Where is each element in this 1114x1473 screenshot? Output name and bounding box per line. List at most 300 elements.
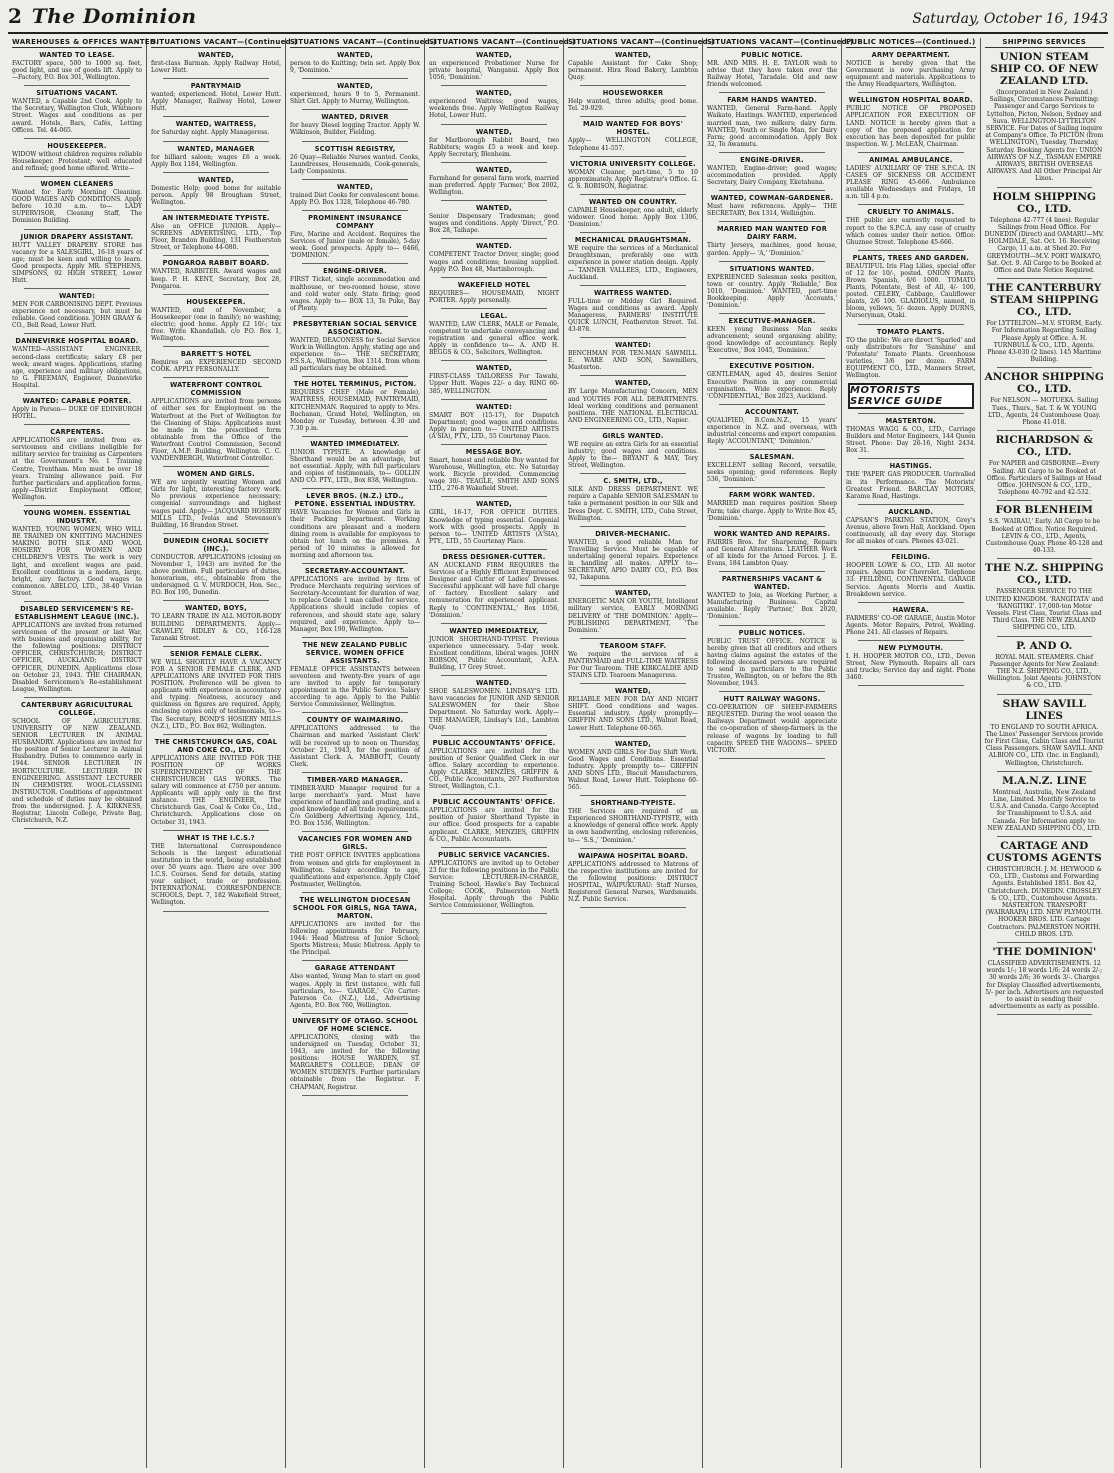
ad-body: THE 'PAPER' GAS PRODUCER. Unrivalled in its Performance. The Motorists' Greatest Friend. BARCLAY MOTORS, Karamu Road, Hastings. bbox=[846, 471, 976, 500]
ad-divider bbox=[719, 152, 825, 153]
ad-body: Smart, honest and reliable Boy wanted for Warehouse, Wellington, etc. No Saturday work. Bicycle provided. Commencing wage 30/-. TEAGLE, SMITH AND SONS LTD., 276-8 Wakefield Street. bbox=[429, 457, 559, 493]
shipping-notice bbox=[985, 371, 1105, 426]
classified-ad bbox=[846, 553, 976, 597]
ad-divider bbox=[163, 346, 269, 347]
classified-ad bbox=[12, 89, 142, 133]
ad-body: APPLICATIONS are invited from returned servicemen of the present or last War, with business and organising ability, for the following positions: DISTRICT OFFICER, CHRISTCHURCH; DISTRICT OFFICER, AUCKLAND; DISTRICT OFFICER, DUNEDIN. Applications close on October 23, 1943. THE CHAIRMAN, Disabled Servicemen's Re-establishment League, Wellington. bbox=[12, 621, 142, 693]
shipping-company-name: THE CANTERBURY STEAM SHIPPING CO., LTD. bbox=[987, 282, 1102, 319]
ad-title: MASTERTON. bbox=[885, 417, 936, 426]
ad-body: WANTED, Engine-driver; good wages; accommodation provided. Apply Secretary, Dairy Company, Eketahuna. bbox=[707, 164, 837, 187]
ad-body: WANTED, DEACONESS for Social Service Work in Wellington. Apply, stating age and experience to— THE SECRETARY, P.S.S.A., Wellington, Box 1314. from whom all particulars may be obtained. bbox=[290, 336, 420, 373]
ad-body: MR. AND MRS. H. E. TAYLOR wish to advise that they have taken over the Railway Hotel, Taradale. Old and new friends welcomed. bbox=[707, 60, 837, 89]
ad-title: EXECUTIVE POSITION. bbox=[729, 362, 815, 371]
ad-title: GIRLS WANTED. bbox=[602, 431, 664, 440]
ad-divider bbox=[580, 85, 686, 86]
masthead bbox=[8, 4, 1108, 34]
ad-title: SITUATIONS WANTED. bbox=[729, 264, 815, 273]
column-header: SITUATIONS VACANT—(Continued.) bbox=[568, 38, 715, 46]
ad-body: wanted; experienced. Hotel, Lower Hutt. Apply Manager, Railway Hotel, Lower Hutt. bbox=[151, 91, 281, 113]
classified-ad bbox=[846, 644, 976, 681]
column-header: WAREHOUSES & OFFICES WANTED. bbox=[12, 38, 159, 46]
ad-title: SALESMAN. bbox=[749, 453, 795, 462]
ad-divider bbox=[441, 85, 547, 86]
columns-container bbox=[8, 38, 1108, 1468]
ad-divider bbox=[441, 399, 547, 400]
ad-divider bbox=[302, 210, 408, 211]
ad-title: WANTED ON COUNTRY. bbox=[588, 197, 678, 206]
ad-divider bbox=[24, 138, 130, 139]
ad-title: WANTED: bbox=[614, 341, 652, 350]
ad-title: WHAT IS THE I.C.S.? bbox=[177, 833, 255, 842]
classified-ad bbox=[846, 51, 976, 88]
column-4 bbox=[425, 38, 576, 1468]
ad-title: JUNIOR DRAPERY ASSISTANT. bbox=[20, 232, 134, 241]
ad-title: WOMEN AND GIRLS. bbox=[177, 470, 255, 479]
ad-body: We require the services of a PANTRYMAID and FULL-TIME WAITRESS For Our Tearoom. THE KIRKCALDIE AND STAINS LTD. Tearoom Manageress. bbox=[568, 650, 698, 680]
classified-ad bbox=[429, 500, 559, 544]
ad-body: WE are urgently wanting Women and Girls for light, interesting factory work. No previous experience necessary; congenial surroundings and highest wages paid. Apply— JACQUARD HOSIERY MILLS LTD., Ivelas and Stevenson's Building, 16 Brandon Street. bbox=[151, 479, 281, 529]
ad-body: WANTED, General Farm-hand. Apply Waikato, Hastings. WANTED, experienced married man, two milkers; dairy farm. WANTED, Youth or Single Man, for Dairy Farm; good accommodation. Apply Box 32, Te Awamutu. bbox=[707, 105, 837, 148]
ad-title: HOUSEWORKER bbox=[602, 89, 664, 98]
ad-divider bbox=[163, 646, 269, 647]
ad-divider bbox=[997, 558, 1093, 559]
ad-body: WOMAN Cleaner, part-time, 5 to 10 approximately. Apply Registrar's Office. G. G. S. ROBISON, Registrar. bbox=[568, 168, 698, 190]
ad-title: ENGINE-DRIVER. bbox=[323, 267, 387, 276]
ad-divider bbox=[302, 263, 408, 264]
ad-divider bbox=[302, 960, 408, 961]
classified-ad bbox=[568, 852, 698, 904]
classified-ad bbox=[290, 567, 420, 633]
ad-body: CO-OPERATION OF SHEEP-FARMERS REQUESTED. During the wool season the Railways Department would appreciate the co-operation of sheep-farmers in the release of wagons by loading to full capacity. SPEED THE WAGONS— SPEED VICTORY. bbox=[707, 704, 837, 754]
shipping-notice-body: TO ENGLAND TO SOUTH AFRICA. The Lines' Passenger Services provide for First Class, Cabin Class and Tourist Class Passengers. SHAW SAVILL AND ALBION CO., LTD. (Inc. in England), Wellington, Christchurch. bbox=[984, 723, 1104, 767]
ad-body: CONDUCTOR. APPLICATIONS (closing on November 1, 1943) are invited for the above position. Full particulars of duties, honorarium, etc., obtainable from the undersigned. G. V. MURDOCH, Hon. Sec., P.O. Box 195, Dunedin. bbox=[151, 553, 281, 597]
shipping-notice bbox=[985, 840, 1105, 938]
classified-ad bbox=[151, 650, 281, 730]
ad-title: CANTERBURY AGRICULTURAL COLLEGE. bbox=[21, 700, 133, 717]
classified-ad bbox=[429, 51, 559, 81]
ad-body: trained Diet Cooks for convalescent home. Apply P.O. Box 1328, Telephone 46-780. bbox=[290, 191, 420, 206]
classified-ad bbox=[151, 259, 281, 289]
ad-divider bbox=[163, 141, 269, 142]
ad-body: APPLICATIONS are invited up to October 23 for the following positions in the Public Service: LECTURER-IN-CHARGE, Training School, Hawke's Bay Technical College; COOK, Palmerston North Hospital. Apply through the Public Service Commissioner, Wellington. bbox=[429, 859, 559, 910]
ad-body: Also an OFFICE JUNIOR. Apply— SCREENS ADVERTISING, LTD., Top Floor, Brandon Building, 131 Featherston Street, or Telephone 44-080. bbox=[151, 223, 281, 252]
classified-ad bbox=[568, 740, 698, 792]
ad-body: THE Services are required of an Experienced SHORTHAND-TYPISTE, with a knowledge of general office work. Apply in own handwriting, enclosing references, to— 'S.S.,' 'Dominion.' bbox=[568, 808, 698, 844]
classified-ad bbox=[568, 198, 698, 228]
ad-divider bbox=[163, 533, 269, 534]
ad-body: MEN FOR CARBONISING DEPT. Previous experience not necessary, but must be reliable. Good conditions. JOHN GRAAY & CO., Bell Road, Lower Hutt. bbox=[12, 301, 142, 330]
classified-ad bbox=[429, 851, 559, 910]
column-header: SITUATIONS VACANT—(Continued.) bbox=[707, 38, 854, 46]
ad-divider bbox=[302, 316, 408, 317]
ad-title: WANTED TO LEASE. bbox=[39, 51, 115, 59]
ad-divider bbox=[441, 496, 547, 497]
ad-title: LEGAL. bbox=[480, 311, 508, 320]
classified-ad bbox=[568, 432, 698, 469]
column-7 bbox=[842, 38, 981, 1468]
classified-ad bbox=[290, 82, 420, 105]
ad-divider bbox=[580, 428, 686, 429]
ad-divider bbox=[441, 913, 547, 914]
shipping-notice bbox=[985, 775, 1105, 832]
ad-title: MARRIED MAN WANTED FOR DAIRY FARM. bbox=[717, 225, 827, 242]
ad-divider bbox=[441, 847, 547, 848]
ad-body: WANTED, a Capable 2nd Cook. Apply to the Secretary, Wellington Club, Whitmore Street. Wages and conditions as per award. Hotels, Bars, Cafés, Letting Offices. Tel. 44-065. bbox=[12, 98, 142, 134]
ad-body: HUTT VALLEY DRAPERY STORE has vacancy for a SALESGIRL, 16-18 years of age; must be keen and willing to learn. Good prospects. Apply MR. STEPHENS, SIMPSONS, 92 HIGH STREET, Lower Hutt. bbox=[12, 241, 142, 284]
ad-body: EXCELLENT selling Record, versatile, seeks opening; good references. Reply 536, 'Dominion.' bbox=[707, 462, 837, 484]
ad-body: COMPETENT Tractor Driver, single; good wages and conditions; housing supplied. Apply P.O. Box 48, Martinborough. bbox=[429, 251, 559, 273]
ad-divider bbox=[441, 277, 547, 278]
ad-title: DUNEDIN CHORAL SOCIETY (INC.). bbox=[163, 536, 269, 553]
newspaper-name: The Dominion bbox=[31, 4, 197, 28]
ad-title: EXECUTIVE-MANAGER. bbox=[728, 317, 816, 326]
ad-body: experienced Waitress; good wages, weekends free. Apply Wellington Railway Hotel, Lower Hutt. bbox=[429, 98, 559, 120]
classified-ad bbox=[429, 204, 559, 234]
ad-body: ENERGETIC MAN OR YOUTH, Intelligent military service, EARLY MORNING DELIVERY of 'THE DOMINION.' Apply— PUBLISHING DEPARTMENT, 'The Dominion.' bbox=[568, 598, 698, 634]
ad-body: APPLICATIONS ARE INVITED FOR THE POSITION OF WORKS SUPERINTENDENT OF THE CHRISTCHURCH GAS WORKS. The salary will commence at £750 per annum. Applicants will apply only in the first instance. THE ENGINEER, The Christchurch Gas, Coal & Coke Co., Ltd., Christchurch. Applications close on October 31, 1943. bbox=[151, 754, 281, 826]
ad-body: THOMAS WAGG & CO., LTD., Carriage Builders and Motor Engineers, 144 Queen Street. Phone: Day 26-16, Night 2434. Box 31. bbox=[846, 426, 976, 455]
ad-title: PARTNERSHIPS VACANT & WANTED. bbox=[721, 575, 823, 592]
classified-ad bbox=[12, 701, 142, 824]
ad-body: CAPSAN'S PARKING STATION, Grey's Avenue, above Town Hall, Auckland. Open continuously, all day every day. Storage for all makes of cars. Phones 43-021. bbox=[846, 516, 976, 546]
ad-body: WOMEN AND GIRLS For Day Shift Work. Good Wages and Conditions. Essential Industry. Apply promptly to— GRIFFIN AND SONS LTD., Biscuit Manufacturers, Walnut Road, Lower Hutt. Telephone 60-565. bbox=[568, 748, 698, 792]
ad-body: WANTED, LAW CLERK, MALE or Female, competent to undertake conveyancing and registration and general office work. Apply in confidence to— A. AND H. BEGGS & CO., Solicitors, Wellington. bbox=[429, 320, 559, 357]
classified-ad bbox=[429, 679, 559, 731]
ad-divider bbox=[719, 358, 825, 359]
ad-body: EXPERIENCED Salesman seeks position, town or country. Apply 'Reliable,' Box 1010, 'Dominion.' WANTED, part-time Bookkeeping. Apply 'Accounts,' 'Dominion.' bbox=[707, 273, 837, 309]
ad-body: JUNIOR TYPISTE. A knowledge of Shorthand would be an advantage, but not essential. Apply, with full particulars and copies of testimonials, to— GOLLIN AND CO. PTY., LTD., Box 838, Wellington. bbox=[290, 448, 420, 485]
ad-title: MESSAGE BOY. bbox=[465, 448, 523, 456]
ad-body: MARRIED man requires position Sheep Farm; take charge. Apply to Write Box 45, 'Dominion.' bbox=[707, 500, 837, 522]
classified-ad bbox=[707, 51, 837, 88]
ad-body: CAPABLE Housekeeper, one adult, elderly widower. Good home. Apply Box 1306, 'Dominion.' bbox=[568, 206, 698, 229]
classified-ad bbox=[290, 641, 420, 709]
classified-ad bbox=[707, 629, 837, 688]
ad-title: PUBLIC NOTICES. bbox=[738, 628, 806, 637]
ad-divider bbox=[163, 911, 269, 912]
ad-title: SCOTTISH REGISTRY, bbox=[314, 144, 396, 153]
ad-divider bbox=[302, 488, 408, 489]
shipping-notice-body: For NAPIER and GISBORNE—Every Sailing. All Cargo to be Booked at Office. Particulars of Sailings at Head Office. JOHNSON & CO., LTD., Telephone 40-792 and 42-532. bbox=[986, 460, 1102, 497]
ad-title: WANTED: bbox=[475, 402, 513, 411]
ad-divider bbox=[302, 831, 408, 832]
ad-title: WANTED: bbox=[58, 292, 96, 301]
ad-body: APPLICATIONS are invited for the position of Junior Shorthand Typiste in our office. Good prospects for a capable applicant. CLARKE, MENZIES, GRIFFIN & CO., Public Accountants. bbox=[429, 807, 559, 843]
ad-body: FARMERS' CO-OP. GARAGE, Austin Motor Agents. Motor Repairs, Petrol, Welding. Phone 241. All classes of Repairs. bbox=[846, 614, 976, 636]
classified-ad bbox=[429, 242, 559, 272]
ad-title: WOMEN CLEANERS bbox=[40, 180, 114, 189]
shipping-notice-body: PASSENGER SERVICE TO THE UNITED KINGDOM. 'RANGITATA' and 'RANGITIKI'. 17,000-ton Motor Vessels. First Class, Tourist Class and Third Class. THE NEW ZEALAND SHIPPING CO., LTD. bbox=[985, 588, 1104, 632]
ad-body: APPLICATIONS, closing with the undersigned on Tuesday, October 31, 1943, are invited for the following positions: HOUSE WARDEN, ST. MARGARET'S COLLEGE; DEAN OF WOMEN STUDENTS. Further particulars obtainable from the Registrar. F. CHAPMAN, Registrar. bbox=[290, 1033, 420, 1091]
shipping-notice bbox=[985, 698, 1105, 767]
ad-divider bbox=[441, 238, 547, 239]
ad-title: LEVER BROS. (N.Z.) LTD., PETONE. ESSENTIAL INDUSTRY. bbox=[294, 492, 416, 509]
ad-title: PANTRYMAID bbox=[190, 82, 242, 91]
classified-ad bbox=[12, 292, 142, 329]
ad-body: Apply— WELLINGTON COLLEGE, Telephone 41-557. bbox=[568, 137, 698, 152]
ad-body: JUNIOR SHORTHAND-TYPIST. Previous experience unnecessary. 5-day week. Excellent conditions, liberal wages. JOHN ROBSON, Public Accountant, A.P.A. Building, 17 Grey Street. bbox=[429, 635, 559, 672]
ad-divider bbox=[163, 377, 269, 378]
ad-title: MECHANICAL DRAUGHTSMAN. bbox=[574, 236, 692, 245]
ad-body: SMART BOY (15-17), for Dispatch Department; good wages and conditions. Apply in person to— UNITED ARTISTS (A'SIA), PTY., LTD., 55 Courtenay Place. bbox=[429, 411, 559, 440]
ad-body: GIRL, 16-17, FOR OFFICE DUTIES. Knowledge of typing essential. Congenial work with good prospects. Apply in person to— UNITED ARTISTS (A'SIA), PTY., LTD., 55 Courtenay Place. bbox=[429, 509, 559, 545]
column-3 bbox=[286, 38, 437, 1468]
ad-body: AN AUCKLAND FIRM REQUIRES the Services of a Highly Efficient Experienced Designer and Cutter of Ladies' Dresses. Successful applicant will have full charge of factory. Excellent salary and remuneration for experienced applicant. Reply to 'CONTINENTAL,' Box 1056, 'Dominion.' bbox=[429, 561, 559, 619]
ad-divider bbox=[997, 500, 1093, 501]
classified-ad bbox=[290, 896, 420, 956]
ad-divider bbox=[441, 200, 547, 201]
ad-divider bbox=[441, 124, 547, 125]
ad-body: FEMALE OFFICE ASSISTANTS between seventeen and twenty-five years of age are invited to apply for temporary appointment in the Public Service. Salary according to age. Apply to the Public Service Commissioner, Wellington. bbox=[290, 665, 420, 709]
classified-ad bbox=[151, 51, 281, 74]
ad-divider bbox=[441, 162, 547, 163]
ad-divider bbox=[719, 487, 825, 488]
shipping-notice bbox=[985, 946, 1105, 1010]
ad-title: THE CHRISTCHURCH GAS, COAL AND COKE CO., LTD. bbox=[154, 737, 278, 754]
ad-title: WANTED. bbox=[476, 679, 512, 688]
ad-divider bbox=[24, 333, 130, 334]
ad-body: QUALIFIED, B.Com.N.Z., 15 years' experience in N.Z. and overseas, with industrial concerns and export companies. Reply 'ACCOUNTANT,' 'Dominion.' bbox=[707, 416, 837, 446]
classified-ad bbox=[290, 440, 420, 484]
classified-ad bbox=[151, 176, 281, 206]
ad-divider bbox=[302, 436, 408, 437]
ad-title: CRUELTY TO ANIMALS. bbox=[867, 208, 955, 217]
ad-title: WANTED, DRIVER bbox=[321, 113, 389, 122]
column-8 bbox=[981, 38, 1109, 1468]
ad-body: GENTLEMAN, aged 45, desires Senior Executive Position in any commercial organisation. Wide experience. Reply 'CONFIDENTIAL,' Box 2023, Auckland. bbox=[707, 371, 837, 400]
ad-divider bbox=[858, 92, 964, 93]
ad-title: WANTED, bbox=[615, 51, 651, 59]
service-guide-label: MOTORISTS SERVICE GUIDE bbox=[850, 385, 943, 408]
ad-divider bbox=[997, 836, 1093, 837]
ad-title: SENIOR FEMALE CLERK. bbox=[169, 649, 263, 658]
ad-title: WANTED, bbox=[476, 500, 512, 509]
ad-divider bbox=[719, 221, 825, 222]
shipping-company-name: THE N.Z. SHIPPING CO., LTD. bbox=[985, 562, 1104, 587]
classified-ad bbox=[12, 233, 142, 285]
classified-ad bbox=[707, 530, 837, 567]
ad-divider bbox=[580, 795, 686, 796]
classified-ad bbox=[429, 798, 559, 842]
shipping-notice bbox=[985, 282, 1105, 363]
ad-divider bbox=[163, 734, 269, 735]
classified-ad bbox=[707, 362, 837, 399]
classified-ad bbox=[151, 470, 281, 529]
ad-body: Must have references. Apply— THE SECRETARY, Box 1314, Wellington. bbox=[707, 203, 837, 218]
classified-ad bbox=[429, 739, 559, 791]
classified-ad bbox=[151, 145, 281, 168]
ad-divider bbox=[302, 141, 408, 142]
classified-ad bbox=[12, 337, 142, 389]
ad-title: WANTED, bbox=[198, 175, 234, 184]
ad-title: WANTED, bbox=[476, 51, 512, 59]
classified-ad bbox=[568, 160, 698, 190]
ad-body: person to do Knitting; twin set. Apply Box 9, 'Dominion.' bbox=[290, 60, 420, 75]
ad-divider bbox=[858, 685, 964, 686]
ad-body: WIDOW without children requires reliable Housekeeper. Protestant; well educated and refined; good home offered. Write— bbox=[12, 150, 142, 172]
classified-ad bbox=[707, 225, 837, 256]
ad-title: WANTED, bbox=[615, 739, 651, 748]
ad-title: TIMBER-YARD MANAGER. bbox=[307, 775, 403, 784]
classified-ad bbox=[846, 417, 976, 454]
ad-title: HOUSEKEEPER. bbox=[186, 297, 246, 306]
ad-title: C. SMITH, LTD., bbox=[603, 477, 663, 486]
ad-body: FULL-time or Midday Girl Required. Wages and conditions as award. Apply Manageress, FARMERS' INSTITUTE QUICK LUNCH, Featherston Street. Tel. 43-878. bbox=[568, 297, 698, 334]
ad-divider bbox=[302, 892, 408, 893]
ad-title: WANTED, MANAGER bbox=[177, 144, 255, 153]
shipping-notice-body: For LYTTELTON—M.V. STORM, Early. For Information Regarding Sailing Please Apply at Office. A. H. TURNBULL & CO., LTD., Agents. Phone 43-030 (2 lines). 145 Maritime Building. bbox=[986, 320, 1103, 364]
ad-body: TO LEARN TRADE IN ALL MOTOR-BODY BUILDING DEPARTMENTS. Apply— CRAWLEY, RIDLEY & CO., 116-128 Taranaki Street. bbox=[151, 613, 281, 642]
ad-title: WANTED, bbox=[615, 687, 651, 696]
ad-divider bbox=[163, 172, 269, 173]
classified-ad bbox=[846, 254, 976, 320]
classified-ad bbox=[12, 428, 142, 501]
classified-ad bbox=[707, 317, 837, 354]
classified-ad bbox=[12, 180, 142, 224]
ad-body: SHOE SALESWOMEN. LINDSAY'S LTD. have vacancies for JUNIOR AND SENIOR SALESWOMEN for their Shoe Department. No Saturday work. Apply— THE MANAGER, Lindsay's Ltd., Lambton Quay. bbox=[429, 688, 559, 731]
shipping-notice bbox=[985, 562, 1105, 631]
ad-title: HOUSEKEEPER. bbox=[47, 141, 107, 150]
classified-ad bbox=[707, 194, 837, 217]
classified-ad bbox=[290, 492, 420, 559]
shipping-notice-body: (Incorporated in New Zealand.) Sailings, Circumstances Permitting: Passenger and Cargo Services to Lyttelton, Picton, Nelson, Sydney and Suva. WELLINGTON-LYTTELTON SERVICE. For Dates of Sailing inquire at Company's Office. To PICTON (from WELLINGTON), Tuesday, Thursday, Saturday. Booking Agents for: UNION AIRWAYS OF N.Z., TASMAN EMPIRE AIRWAYS, BRITISH OVERSEAS AIRWAYS. And All Other Principal Air Lines. bbox=[985, 89, 1104, 183]
ad-body: Requires an EXPERIENCED SECOND COOK. APPLY PERSONALLY. bbox=[151, 359, 281, 374]
ad-title: WANTED, bbox=[337, 182, 373, 191]
ad-divider bbox=[580, 337, 686, 338]
shipping-company-name: ANCHOR SHIPPING CO., LTD. bbox=[984, 371, 1104, 396]
column-header: SITUATIONS VACANT—(Continued.) bbox=[429, 38, 576, 46]
ad-title: MAID WANTED FOR BOYS' HOSTEL. bbox=[583, 120, 683, 137]
ad-body: APPLICATIONS are invited from persons of either sex for Employment on the Waterfront at the Port of Wellington for the Cleaning of Ships. Applications must be made in the prescribed form obtainable from the Office of the Waterfront Control Commission, Second Floor, A.M.P. Building, Wellington. C. C. VANDENBERGH, Waterfront Controller. bbox=[151, 398, 281, 463]
shipping-company-name: P. AND O. bbox=[1016, 639, 1073, 652]
classified-ad bbox=[151, 120, 281, 136]
ad-divider bbox=[719, 92, 825, 93]
classified-ad bbox=[151, 834, 281, 907]
ad-title: WATERFRONT CONTROL COMMISSION bbox=[169, 381, 263, 398]
ad-body: APPLICATIONS are invited from ex-servicemen and civilians ineligible for military service for training as Carpenters at the Government's No. 1 Training Centre, Trentham. Men must be over 18 years. Training allowance paid. For further particulars and application forms, apply—District Employment Officer, Wellington. bbox=[12, 437, 142, 501]
ad-divider bbox=[580, 116, 686, 117]
ad-divider bbox=[719, 526, 825, 527]
ad-divider bbox=[997, 430, 1093, 431]
ad-body: APPLICATIONS are invited by firm of Produce Merchants requiring services of Secretary-Accountant for duration of war, to replace Grade 1 man called for service. Applications should include copies of references, and should state age, salary required, and experience. Apply to— Manager, Box 190, Wellington. bbox=[290, 576, 420, 633]
shipping-notice-body: S.S. 'WAIRAU,' Early. All Cargo to be Booked at Office. Notice Required. LEVIN & CO., LTD., Agents, Customhouse Quay. Phone 40-128 and 40-133. bbox=[985, 518, 1103, 555]
ad-divider bbox=[997, 942, 1093, 943]
ad-divider bbox=[24, 85, 130, 86]
ad-title: DISABLED SERVICEMEN'S RE-ESTABLISHMENT LEAGUE (INC.). bbox=[14, 604, 140, 621]
ad-body: REQUIRES CHEF (Male or Female), WAITRESS, HOUSEMAID, PANTRYMAID, KITCHENMAN. Required to apply to Mrs. Buchanan, Grand Hotel, Wellington, on Monday or Tuesday, between 4.30 and 7.30 p.m. bbox=[290, 389, 420, 432]
ad-body: for billiard saloon; wages £6 a week. Apply Box 1184, Wellington. bbox=[151, 153, 281, 168]
classified-ad bbox=[568, 799, 698, 843]
ad-title: WANTED, bbox=[337, 51, 373, 59]
ad-title: WANTED, bbox=[615, 379, 651, 388]
classified-ad bbox=[429, 281, 559, 304]
classified-ad bbox=[151, 298, 281, 342]
ad-divider bbox=[163, 116, 269, 117]
ad-body: Apply in Person— DUKE OF EDINBURGH HOTEL. bbox=[12, 406, 142, 421]
ad-body: HOOPER LOWE & CO., LTD. All motor repairs. Agents for Chevrolet. Telephone 33. FEILDING, CONTINENTAL GARAGE Service. Agents Morris and Austin. Breakdown service. bbox=[846, 562, 976, 598]
ad-body: Help wanted, three adults; good home. Tel. 29-929. bbox=[568, 98, 698, 113]
ad-body: LADIES' AUXILIARY OF THE S.P.C.A. IN CASES OF SICKNESS OR ACCIDENT PLEASE RING 45-666. Ambulance available Wednesdays and Fridays, 10 a.m. till 4 p.m. bbox=[846, 164, 976, 201]
shipping-company-name: SHAW SAVILL LINES bbox=[1002, 697, 1086, 722]
ad-divider bbox=[580, 156, 686, 157]
ad-divider bbox=[580, 375, 686, 376]
ad-divider bbox=[441, 675, 547, 676]
ad-title: WANTED: CAPABLE PORTER. bbox=[22, 397, 132, 405]
ad-title: WANTED, COWMAN-GARDENER. bbox=[710, 194, 834, 203]
ad-title: DANNEVIRKE HOSPITAL BOARD. bbox=[15, 337, 139, 346]
classified-ad bbox=[290, 835, 420, 887]
ad-divider bbox=[997, 1014, 1093, 1015]
ad-divider bbox=[580, 683, 686, 684]
classified-ad bbox=[290, 964, 420, 1008]
classified-ad bbox=[290, 113, 420, 136]
ad-title: UNIVERSITY OF OTAGO. SCHOOL OF HOME SCIENCE. bbox=[292, 1016, 418, 1033]
ad-body: SILK AND DRESS DEPARTMENT. WE require a Capable SENIOR SALESMAN to take a permanent position in our Silk and Dress Dept. C. SMITH, LTD., Cuba Street, Wellington. bbox=[568, 486, 698, 522]
ad-body: WANTED, RABBITER. Award wages and keep. P. H. KENT, Secretary, Box 28, Pongaroa. bbox=[151, 268, 281, 290]
classified-ad bbox=[429, 128, 559, 158]
classified-ad bbox=[151, 604, 281, 641]
shipping-company-name: RICHARDSON & CO., LTD. bbox=[995, 434, 1093, 459]
ad-divider bbox=[580, 848, 686, 849]
shipping-company-name: HOLM SHIPPING CO., LTD. bbox=[992, 190, 1096, 215]
classified-ad bbox=[429, 166, 559, 196]
ad-body: THE International Correspondence Schools is the largest educational institution in the world, being established over 50 years ago. There are over 300 I.C.S. Courses. Send for details, stating your subject, trade or profession. INTERNATIONAL CORRESPONDENCE SCHOOLS, Dept. 7, 182 Wakefield Street, Wellington. bbox=[151, 842, 281, 907]
ad-body: PUBLIC NOTICE OF PROPOSED APPLICATION FOR EXECUTION OF LAND. NOTICE is hereby given that a copy of the proposed application for execution has been deposited for public inspection. W. J. McLEAN, Chairman. bbox=[846, 105, 976, 148]
classified-ad bbox=[707, 265, 837, 309]
ad-body: WANTED, a good reliable Man for Travelling Service. Must be capable of undertaking general repairs. Experience in handling all makes. APPLY to— SECRETARY, APIO DAIRY CO., P.O. Box 92, Takapuna. bbox=[568, 538, 698, 582]
ad-title: PRESBYTERIAN SOCIAL SERVICE ASSOCIATION. bbox=[293, 319, 417, 336]
ad-divider bbox=[580, 285, 686, 286]
shipping-notice bbox=[985, 434, 1105, 496]
ad-body: APPLICATIONS are invited for the following appointments for February, 1944: Head Mistress of Junior School; Sports Mistress; Music Mistress. Apply to the Principal. bbox=[290, 920, 420, 957]
ad-title: THE HOTEL TERMINUS, PICTON. bbox=[293, 380, 417, 389]
ad-title: WORK WANTED AND REPAIRS. bbox=[713, 529, 831, 538]
shipping-notice-body: CHRISTCHURCH. J. M. HEYWOOD & CO., LTD., Customs and Forwarding Agents. Established 1851. Box 42, Christchurch. DUNEDIN. CROSSLEY & CO., LTD., Customhouse Agents. MASTERTON. TRANSPORT (WAIRARAPA) LTD. NEW PLYMOUTH. HOOKER BROS. LTD. Cartage Contractors. PALMERSTON NORTH. CHILD BROS. LTD. bbox=[985, 866, 1103, 938]
ad-body: SCHOOL OF AGRICULTURE. UNIVERSITY OF NEW ZEALAND. SENIOR LECTURER IN ANIMAL HUSBANDRY. Applications are invited for the position of Senior Lecturer in Animal Husbandry. Duties to commence early in 1944. SENIOR LECTURER IN HORTICULTURE. LECTURER IN ENGINEERING. ASSISTANT LECTURER IN CHEMISTRY. WOOL-CLASSING INSTRUCTOR. Conditions of appointment and schedule of duties may be obtained from the undersigned. J. A. KIRKNESS, Registrar, Lincoln College, Private Bag, Christchurch, N.Z. bbox=[12, 717, 142, 825]
ad-divider bbox=[163, 830, 269, 831]
ad-divider bbox=[302, 109, 408, 110]
ad-title: FEILDING. bbox=[891, 553, 931, 562]
ad-divider bbox=[858, 204, 964, 205]
ad-title: GARAGE ATTENDANT bbox=[314, 964, 396, 973]
ad-divider bbox=[719, 571, 825, 572]
shipping-notice bbox=[985, 504, 1105, 554]
ad-divider bbox=[580, 473, 686, 474]
classified-ad bbox=[568, 289, 698, 333]
classified-ad bbox=[290, 776, 420, 828]
classified-ad bbox=[151, 82, 281, 112]
classified-ad bbox=[151, 350, 281, 373]
ad-title: WANTED, bbox=[476, 364, 512, 373]
ad-divider bbox=[997, 694, 1093, 695]
ad-body: APPLICATIONS are invited for the position of Senior Qualified Clerk in our office. Salary according to experience. Apply CLARKE, MENZIES, GRIFFIN & CO., Public Accountants, 207 Featherston Street, Wellington, C.1. bbox=[429, 747, 559, 791]
ad-divider bbox=[719, 625, 825, 626]
ad-divider bbox=[24, 828, 130, 829]
ad-body: THE public are earnestly requested to report to the S.P.C.A. any case of cruelty which comes under their notice. Office: Ghuznee Street. Telephone 45-666. bbox=[846, 217, 976, 246]
classified-ad bbox=[290, 267, 420, 311]
classified-ad bbox=[290, 51, 420, 74]
ad-body: Senior Dispensary Tradesman; good wages and conditions. Apply 'Direct,' P.O. Box 28, Taihape. bbox=[429, 213, 559, 235]
classified-ad bbox=[429, 553, 559, 619]
shipping-company-name: UNION STEAM SHIP CO. OF NEW ZEALAND LTD. bbox=[990, 51, 1099, 87]
classified-ad bbox=[568, 379, 698, 423]
classified-ad bbox=[846, 462, 976, 499]
ad-title: WAIPAWA HOSPITAL BOARD. bbox=[578, 851, 688, 860]
column-header: PUBLIC NOTICES—(Continued.) bbox=[846, 38, 976, 46]
ad-body: WE require the services of a Mechanical Draughtsman, preferably one with experience in power station design. Apply— TANNER VALLEES, LTD., Engineers, Auckland. bbox=[568, 245, 698, 281]
ad-divider bbox=[441, 735, 547, 736]
ad-title: WELLINGTON HOSPITAL BOARD. bbox=[848, 96, 973, 105]
